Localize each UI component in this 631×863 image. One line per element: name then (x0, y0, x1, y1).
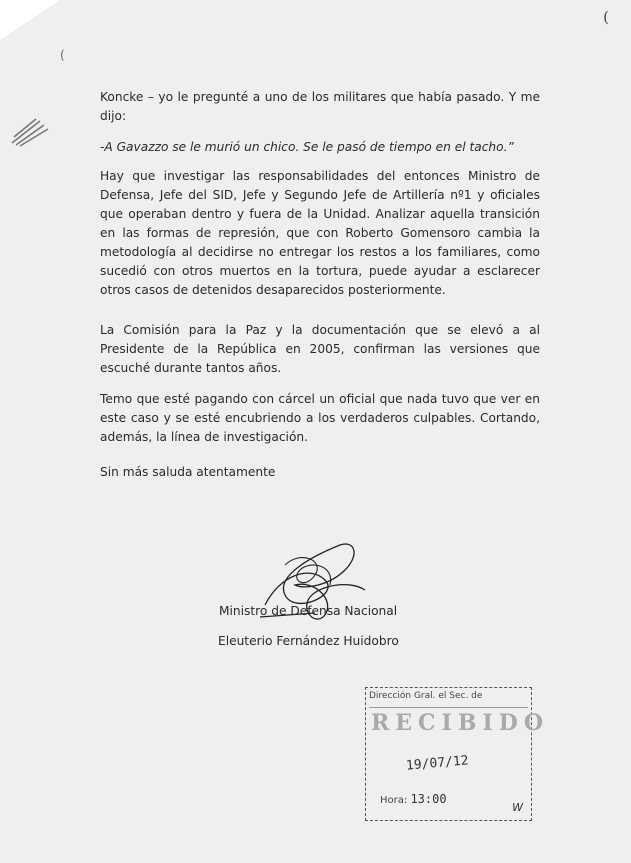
paragraph-fear: Temo que esté pagando con cárcel un oficial que nada tuvo que ver en este caso y se esté encubriendo a los verdaderos culpables. Cortando, además, la línea de investigación. (100, 392, 540, 445)
paragraph-investigate: Hay que investigar las responsabilidades del entonces Ministro de Defensa, Jefe del SID, Jefe y Segundo Jefe de Artillería nº1 y oficiales que operaban dentro y fuera de la Unidad. Analizar aquella transición en las formas de represión, que con Roberto Gomensoro cambia la metodología al decidirse no entregar los restos a los familiares, como sucedió con otros muertos en la tortura, puede ayudar a esclarecer otros casos de detenidos desaparecidos posteriormente. (100, 169, 540, 298)
stamp-time-row (380, 792, 447, 806)
margin-mark: ( (60, 48, 65, 62)
signature-title: Ministro de Defensa Nacional (219, 604, 398, 618)
stamp-date: 19/07/12 (405, 753, 470, 774)
folded-corner (0, 0, 60, 40)
paragraph-intro: Koncke – yo le pregunté a uno de los militares que había pasado. Y me dijo: (100, 90, 540, 124)
stamp-time: 13:00 (410, 792, 447, 806)
closing-line: Sin más saluda atentamente (100, 465, 276, 480)
paragraph-commission: La Comisión para la Paz y la documentación que se elevó a al Presidente de la República en 2005, confirman las versiones que escuché durante tantos años. (100, 323, 540, 376)
stamp-time-label: Hora: (380, 795, 408, 806)
margin-scratch-marks (10, 115, 50, 147)
stamp-label: RECIBIDO (371, 710, 549, 736)
stamp-header: Dirección Gral. el Sec. de (369, 691, 528, 708)
received-stamp (365, 687, 549, 821)
corner-mark: ( (603, 8, 609, 26)
signature-name: Eleuterio Fernández Huidobro (218, 634, 399, 648)
paragraph-quote: -A Gavazzo se le murió un chico. Se le pasó de tiempo en el tacho.” (100, 140, 514, 155)
stamp-initials: W (512, 801, 523, 814)
